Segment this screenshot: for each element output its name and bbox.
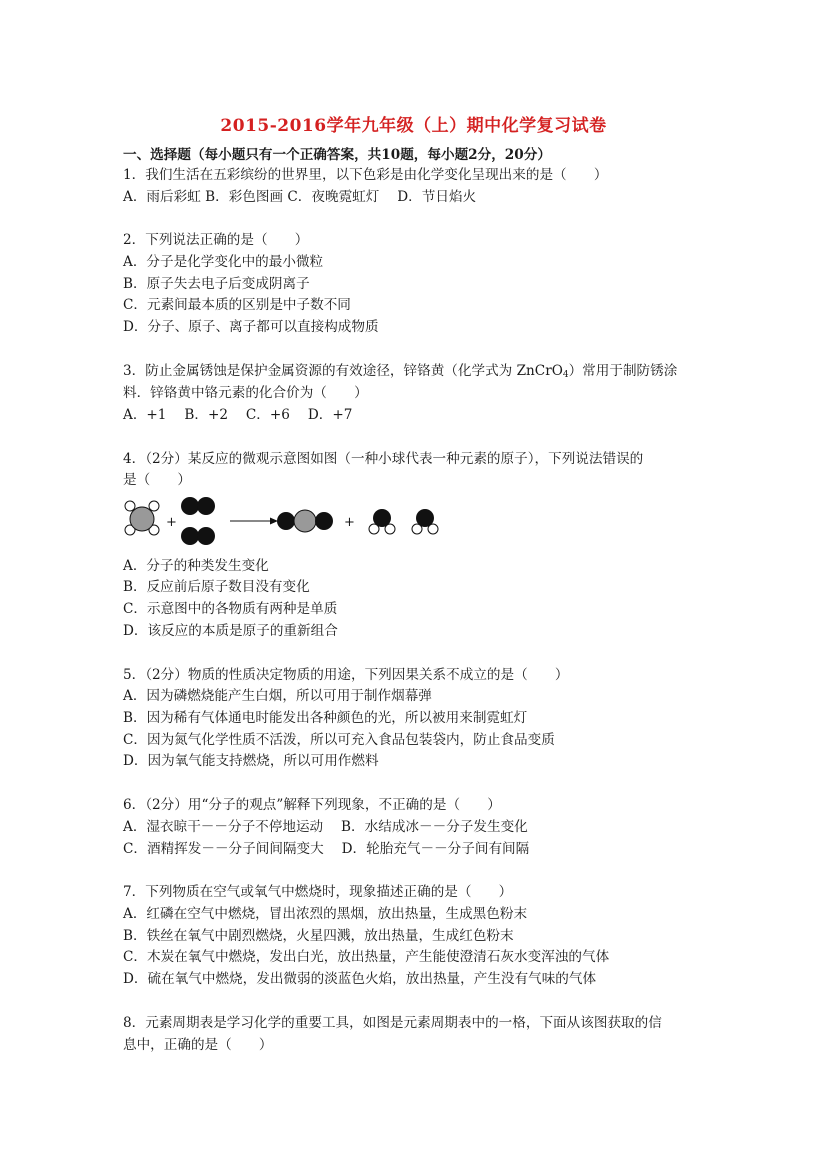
q6-options-ab: A．湿衣晾干－－分子不停地运动 B．水结成冰－－分子发生变化	[123, 819, 528, 835]
q2-option-b: B．原子失去电子后变成阴离子	[123, 276, 310, 292]
q5-stem: 5．（2分）物质的性质决定物质的用途，下列因果关系不成立的是（ ）	[123, 667, 569, 683]
q4-option-a: A．分子的种类发生变化	[123, 558, 269, 574]
q3-stem-line1	[123, 362, 677, 384]
reaction-arrow	[230, 518, 278, 525]
q4-stem-line1: 4．（2分）某反应的微观示意图如图（一种小球代表一种元素的原子），下列说法错误的	[123, 451, 644, 467]
reaction-micro-diagram	[120, 496, 450, 550]
q5-option-d: D．因为氧气能支持燃烧，所以可用作燃料	[123, 753, 379, 769]
q4-option-c: C．示意图中的各物质有两种是单质	[123, 601, 338, 617]
q3-stem-after: ）常用于制防锈涂	[568, 363, 678, 379]
product-molecule-1	[277, 510, 333, 532]
q3-stem-before: 3．防止金属锈蚀是保护金属资源的有效途径，锌铬黄（化学式为 ZnCrO	[123, 363, 563, 379]
q2-option-d: D．分子、原子、离子都可以直接构成物质	[123, 319, 379, 335]
q6-options-cd: C．酒精挥发－－分子间间隔变大 D．轮胎充气－－分子间有间隔	[123, 841, 530, 857]
product-molecule-2	[369, 509, 438, 534]
q1-options: A．雨后彩虹 B．彩色图画 C．夜晚霓虹灯 D．节日焰火	[123, 189, 477, 205]
q4-option-b: B．反应前后原子数目没有变化	[123, 579, 310, 595]
q6-stem: 6．（2分）用“分子的观点”解释下列现象，不正确的是（ ）	[123, 797, 501, 813]
q5-option-a: A．因为磷燃烧能产生白烟，所以可用于制作烟幕弹	[123, 688, 432, 704]
q5-option-b: B．因为稀有气体通电时能发出各种颜色的光，所以被用来制霓虹灯	[123, 710, 528, 726]
q3-formula-subscript: 4	[562, 370, 569, 380]
q3-stem-line2: 料．锌铬黄中铬元素的化合价为（ ）	[123, 385, 368, 401]
q4-option-d: D．该反应的本质是原子的重新组合	[123, 623, 338, 639]
exam-title: 2015-2016学年九年级（上）期中化学复习试卷	[220, 116, 607, 136]
section-heading: 一、选择题（每小题只有一个正确答案，共10题，每小题2分，20分）	[123, 147, 551, 163]
q7-option-b: B．铁丝在氧气中剧烈燃烧，火星四溅，放出热量，生成红色粉末	[123, 928, 514, 944]
q8-stem-line1: 8．元素周期表是学习化学的重要工具，如图是元素周期表中的一格，下面从该图获取的信	[123, 1015, 662, 1031]
q4-stem-line2: 是（ ）	[123, 472, 191, 488]
q2-option-a: A．分子是化学变化中的最小微粒	[123, 254, 324, 270]
q7-option-d: D．硫在氧气中燃烧，发出微弱的淡蓝色火焰，放出热量，产生没有气味的气体	[123, 971, 597, 987]
q3-options: A．+1 B．+2 C．+6 D．+7	[123, 407, 353, 423]
q2-option-c: C．元素间最本质的区别是中子数不同	[123, 297, 351, 313]
plus-sign-1: +	[166, 515, 177, 530]
q1-stem: 1．我们生活在五彩缤纷的世界里，以下色彩是由化学变化呈现出来的是（ ）	[123, 167, 608, 183]
plus-sign-2: +	[344, 515, 355, 530]
q5-option-c: C．因为氮气化学性质不活泼，所以可充入食品包装袋内，防止食品变质	[123, 732, 555, 748]
q2-stem: 2．下列说法正确的是（ ）	[123, 232, 309, 248]
reactant-molecule-1	[125, 501, 159, 535]
q7-stem: 7．下列物质在空气或氧气中燃烧时，现象描述正确的是（ ）	[123, 884, 513, 900]
q8-stem-line2: 息中，正确的是（ ）	[123, 1037, 273, 1053]
q7-option-c: C．木炭在氧气中燃烧，发出白光，放出热量，产生能使澄清石灰水变浑浊的气体	[123, 949, 610, 965]
q7-option-a: A．红磷在空气中燃烧，冒出浓烈的黑烟，放出热量，生成黑色粉末	[123, 906, 528, 922]
reactant-molecule-2	[181, 497, 215, 545]
